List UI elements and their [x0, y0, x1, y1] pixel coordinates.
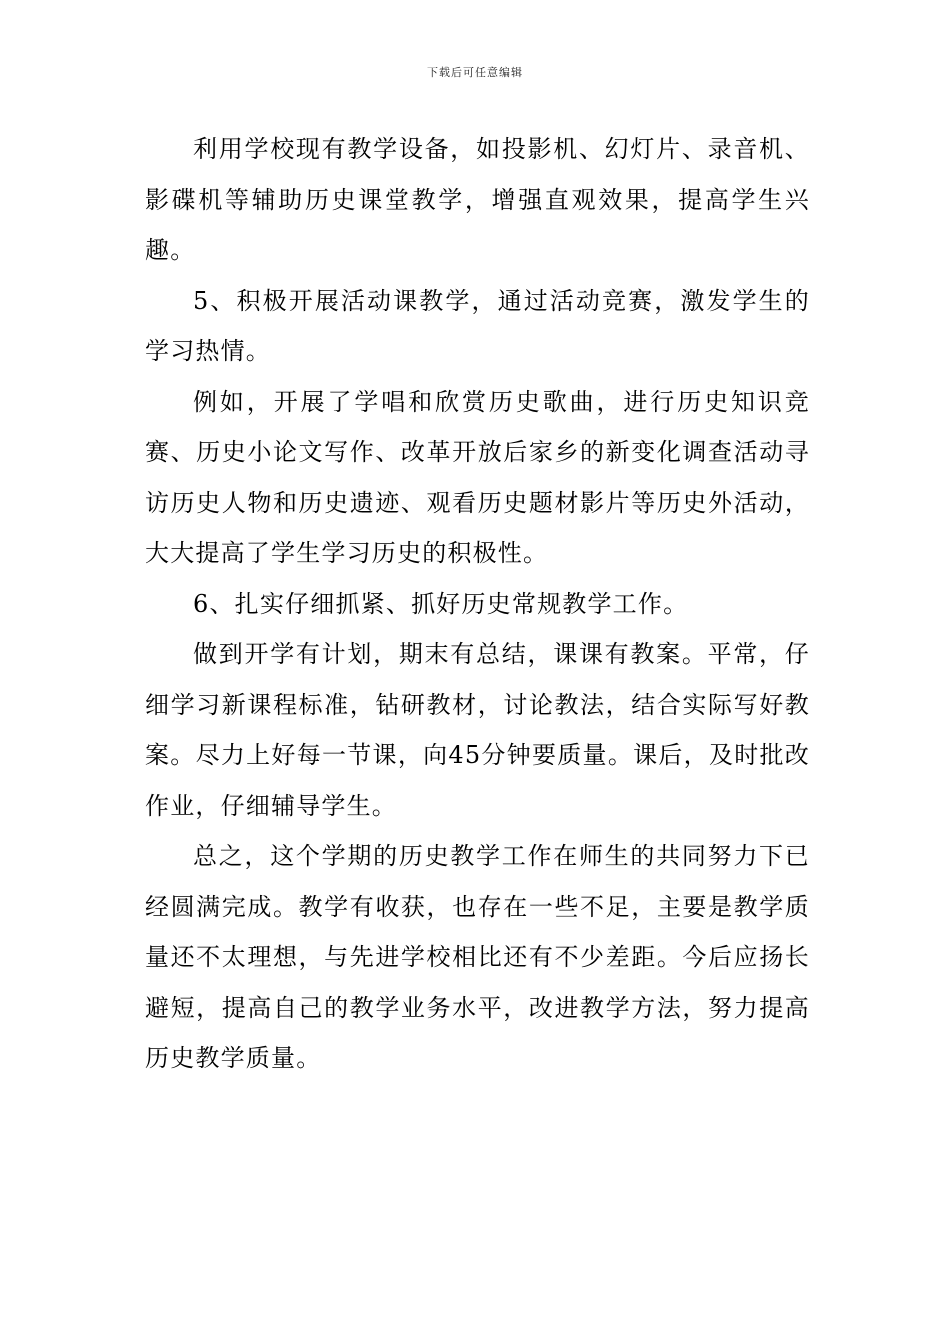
page-header: 下载后可任意编辑 — [427, 66, 523, 79]
paragraph-item-5: 5、积极开展活动课教学，通过活动竞赛，激发学生的学习热情。 — [145, 286, 810, 365]
paragraph-item-6: 6、扎实仔细抓紧、抓好历史常规教学工作。 — [193, 589, 689, 618]
paragraph-summary: 总之，这个学期的历史教学工作在师生的共同努力下已经圆满完成。教学有收获，也存在一些不足，主要是教学质量还不太理想，与先进学校相比还有不少差距。今后应扬长避短，提高自己的教学业务水平，改进教学方法，努力提高历史教学质量。 — [145, 842, 810, 1072]
document-body — [145, 124, 810, 1084]
paragraph-activities: 例如，开展了学唱和欣赏历史歌曲，进行历史知识竞赛、历史小论文写作、改革开放后家乡的新变化调查活动寻访历史人物和历史遗迹、观看历史题材影片等历史外活动，大大提高了学生学习历史的积极性。 — [145, 387, 810, 567]
paragraph-equipment: 利用学校现有教学设备，如投影机、幻灯片、录音机、影碟机等辅助历史课堂教学，增强直观效果，提高学生兴趣。 — [145, 135, 810, 264]
paragraph-routine: 做到开学有计划，期末有总结，课课有教案。平常，仔细学习新课程标准，钻研教材，讨论教法，结合实际写好教案。尽力上好每一节课，向45分钟要质量。课后，及时批改作业，仔细辅导学生。 — [145, 640, 810, 820]
